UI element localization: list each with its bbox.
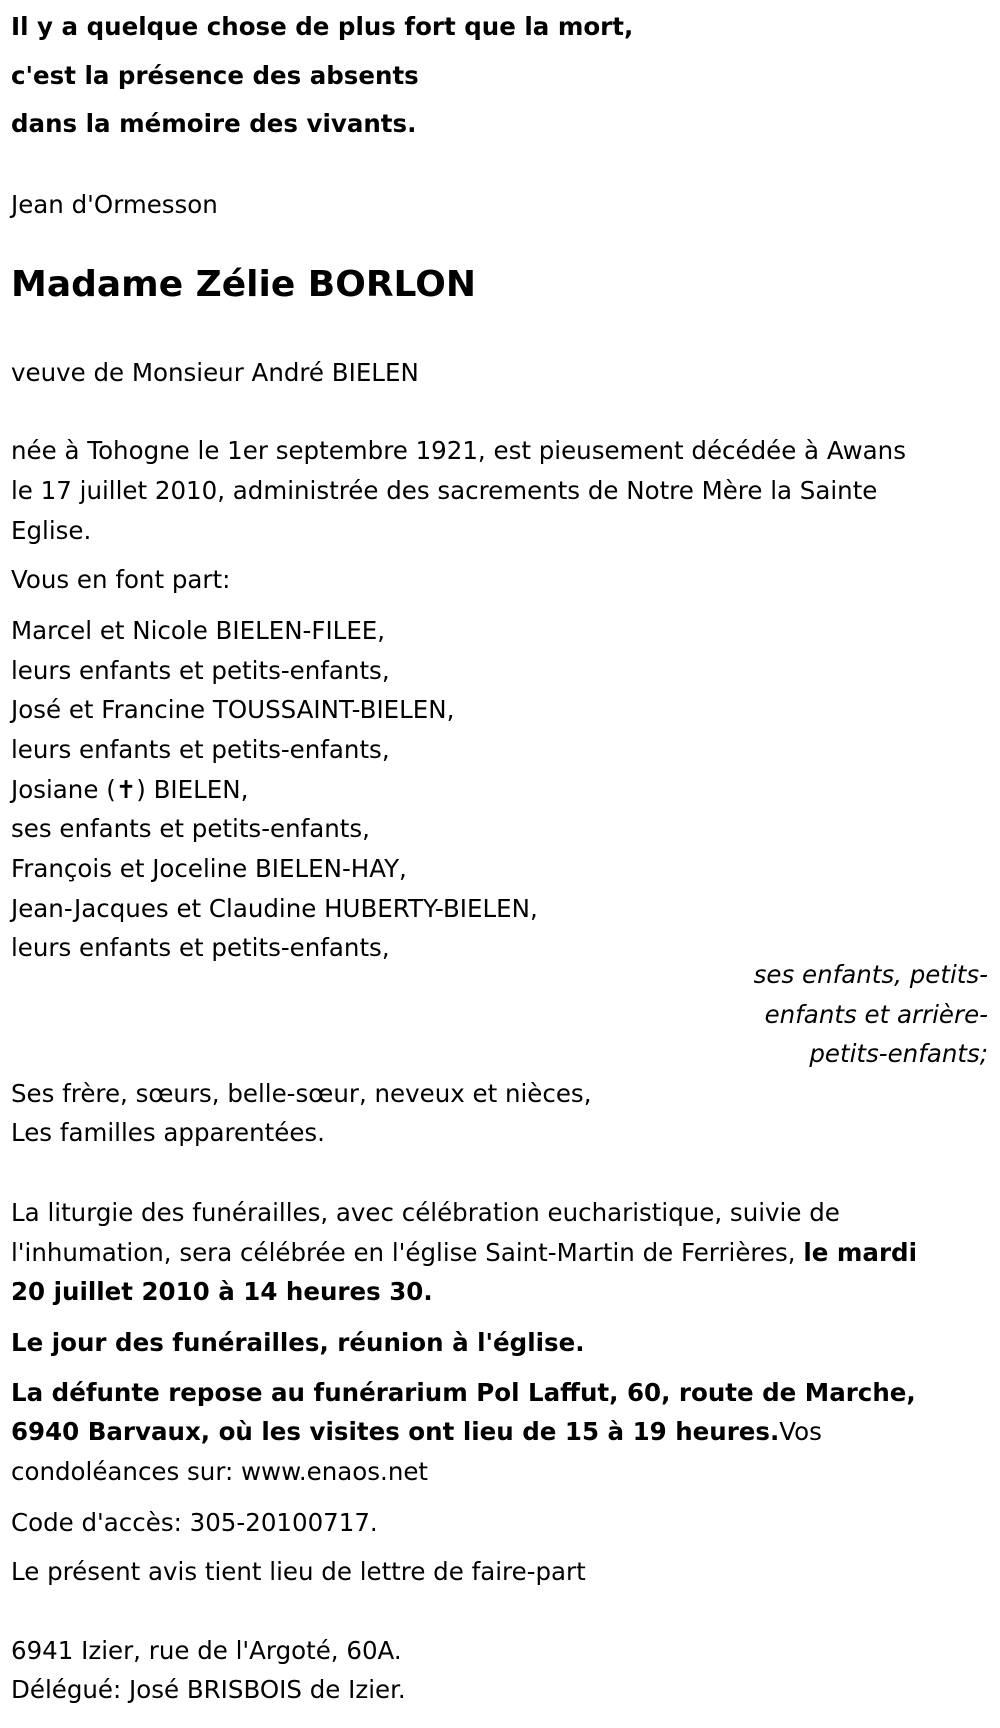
family-line: leurs enfants et petits-enfants, — [11, 656, 390, 685]
announcement-line: Eglise. — [11, 516, 92, 545]
announcement-intro: Vous en font part: — [11, 565, 231, 594]
funeral-line — [11, 1233, 917, 1273]
funeral-date-bold: le mardi — [803, 1238, 917, 1267]
italic-line: petits-enfants; — [809, 1039, 988, 1068]
family-line: José et Francine TOUSSAINT-BIELEN, — [11, 695, 455, 724]
family-line: leurs enfants et petits-enfants, — [11, 933, 390, 962]
extended-family-line: Les familles apparentées. — [11, 1118, 325, 1147]
quote-line: Il y a quelque chose de plus fort que la mort, — [11, 12, 634, 41]
repose-line — [11, 1412, 822, 1452]
condolences-prefix: Vos — [779, 1417, 822, 1446]
extended-family-line: Ses frère, sœurs, belle-sœur, neveux et nièces, — [11, 1079, 592, 1108]
italic-line: ses enfants, petits- — [753, 960, 988, 989]
family-line: Jean-Jacques et Claudine HUBERTY-BIELEN, — [11, 894, 538, 923]
repose-line: La défunte repose au funérarium Pol Laffut, 60, route de Marche, — [11, 1378, 916, 1407]
family-line: Marcel et Nicole BIELEN-FILEE, — [11, 616, 386, 645]
funeral-line-regular: l'inhumation, sera célébrée en l'église Saint-Martin de Ferrières, — [11, 1238, 804, 1267]
announcement-line: née à Tohogne le 1er septembre 1921, est pieusement décédée à Awans — [11, 436, 906, 465]
notice-text: Le présent avis tient lieu de lettre de faire-part — [11, 1557, 586, 1586]
quote-author: Jean d'Ormesson — [11, 190, 218, 219]
visiting-hours: 6940 Barvaux, où les visites ont lieu de 15 à 19 heures. — [11, 1417, 780, 1446]
funeral-datetime: 20 juillet 2010 à 14 heures 30. — [11, 1277, 433, 1306]
italic-line: enfants et arrière- — [764, 1000, 988, 1029]
family-line: Josiane (✝) BIELEN, — [11, 775, 249, 804]
quote-line: dans la mémoire des vivants. — [11, 109, 417, 138]
condolences-link: condoléances sur: www.enaos.net — [11, 1457, 429, 1486]
family-line: François et Joceline BIELEN-HAY, — [11, 854, 407, 883]
quote-line: c'est la présence des absents — [11, 61, 419, 90]
access-code: Code d'accès: 305-20100717. — [11, 1508, 378, 1537]
funeral-line: La liturgie des funérailles, avec célébration eucharistique, suivie de — [11, 1198, 840, 1227]
delegate-line: Délégué: José BRISBOIS de Izier. — [11, 1675, 406, 1704]
announcement-line: le 17 juillet 2010, administrée des sacrements de Notre Mère la Sainte — [11, 476, 878, 505]
meeting-note: Le jour des funérailles, réunion à l'église. — [11, 1328, 585, 1357]
widow-of: veuve de Monsieur André BIELEN — [11, 358, 419, 387]
address-line: 6941 Izier, rue de l'Argoté, 60A. — [11, 1636, 402, 1665]
family-line: leurs enfants et petits-enfants, — [11, 735, 390, 764]
family-line: ses enfants et petits-enfants, — [11, 814, 370, 843]
deceased-name: Madame Zélie BORLON — [11, 264, 476, 305]
